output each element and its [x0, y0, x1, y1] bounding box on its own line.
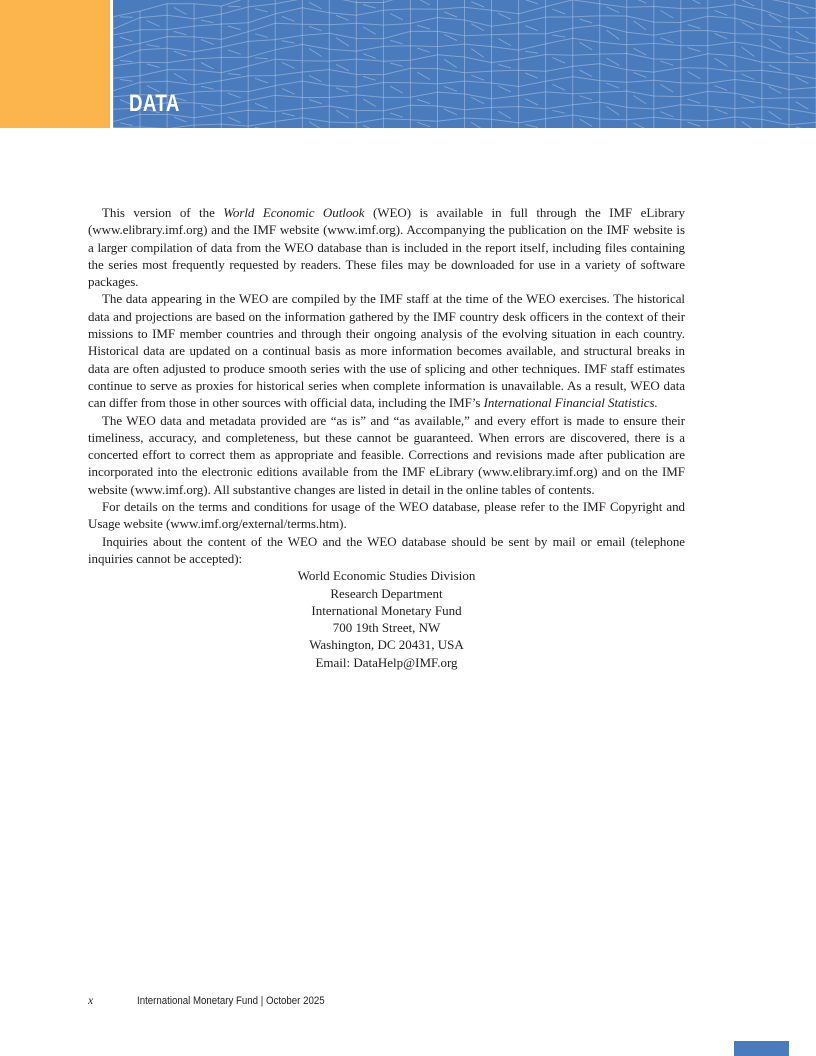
page-number: x — [88, 995, 94, 1007]
address-line-organization: International Monetary Fund — [311, 602, 462, 618]
address-line-division: World Economic Studies Division — [297, 568, 476, 584]
address-line-email: Email: DataHelp@IMF.org — [315, 654, 458, 670]
address-block — [88, 567, 685, 671]
paragraphs-container — [88, 204, 685, 567]
paragraph: This version of the World Economic Outlook (WEO) is available in full through the IMF eLibrary (www.elibrary.imf.org) and the IMF website (www.imf.org). Accompanying the publication on the IMF website is a larger compilation of data from the WEO database than is included in the report itself, including files containing the series most frequently requested by readers. These files may be downloaded for use in a variety of software packages. — [88, 205, 686, 290]
paragraph: The WEO data and metadata provided are “as is” and “as available,” and every effort is made to ensure their timeliness, accuracy, and completeness, but these cannot be guaranteed. When errors are discovered, there is a concerted effort to correct them as appropriate and feasible. Corrections and revisions made after publication are incorporated into the electronic editions available from the IMF eLibrary (www.elibrary.imf.org) and on the IMF website (www.imf.org). All substantive changes are listed in detail in the online tables of contents. — [88, 412, 685, 497]
page-footer — [0, 994, 816, 1014]
bottom-edge-tab-block — [734, 1041, 789, 1056]
publication-label: International Monetary Fund | October 2025 — [137, 995, 325, 1007]
address-line-department: Research Department — [330, 585, 443, 601]
body-text — [88, 204, 685, 671]
address-line-street: 700 19th Street, NW — [332, 620, 441, 636]
accent-orange-block — [0, 0, 110, 128]
paragraph: For details on the terms and conditions for usage of the WEO database, please refer to the IMF Copyright and Usage website (www.imf.org/external/terms.htm). — [88, 499, 685, 532]
paragraph: Inquiries about the content of the WEO and the WEO database should be sent by mail or email (telephone inquiries cannot be accepted): — [88, 533, 685, 566]
wireframe-mesh-graphic — [113, 0, 816, 128]
address-line-city: Washington, DC 20431, USA — [309, 637, 464, 653]
page-header-band — [0, 0, 816, 128]
header-blue-band — [113, 0, 816, 128]
paragraph: The data appearing in the WEO are compiled by the IMF staff at the time of the WEO exercises. The historical data and projections are based on the information gathered by the IMF country desk officers in the context of their missions to IMF member countries and through their ongoing analysis of the evolving situation in each country. Historical data are updated on a continual basis as more information becomes available, and structural breaks in data are often adjusted to produce smooth series with the use of splicing and other techniques. IMF staff estimates continue to serve as proxies for historical series when complete information is unavailable. As a result, WEO data can differ from those in other sources with official data, including the IMF’s International Financial Statistics. — [88, 291, 685, 411]
page-title: DATA — [129, 90, 180, 117]
